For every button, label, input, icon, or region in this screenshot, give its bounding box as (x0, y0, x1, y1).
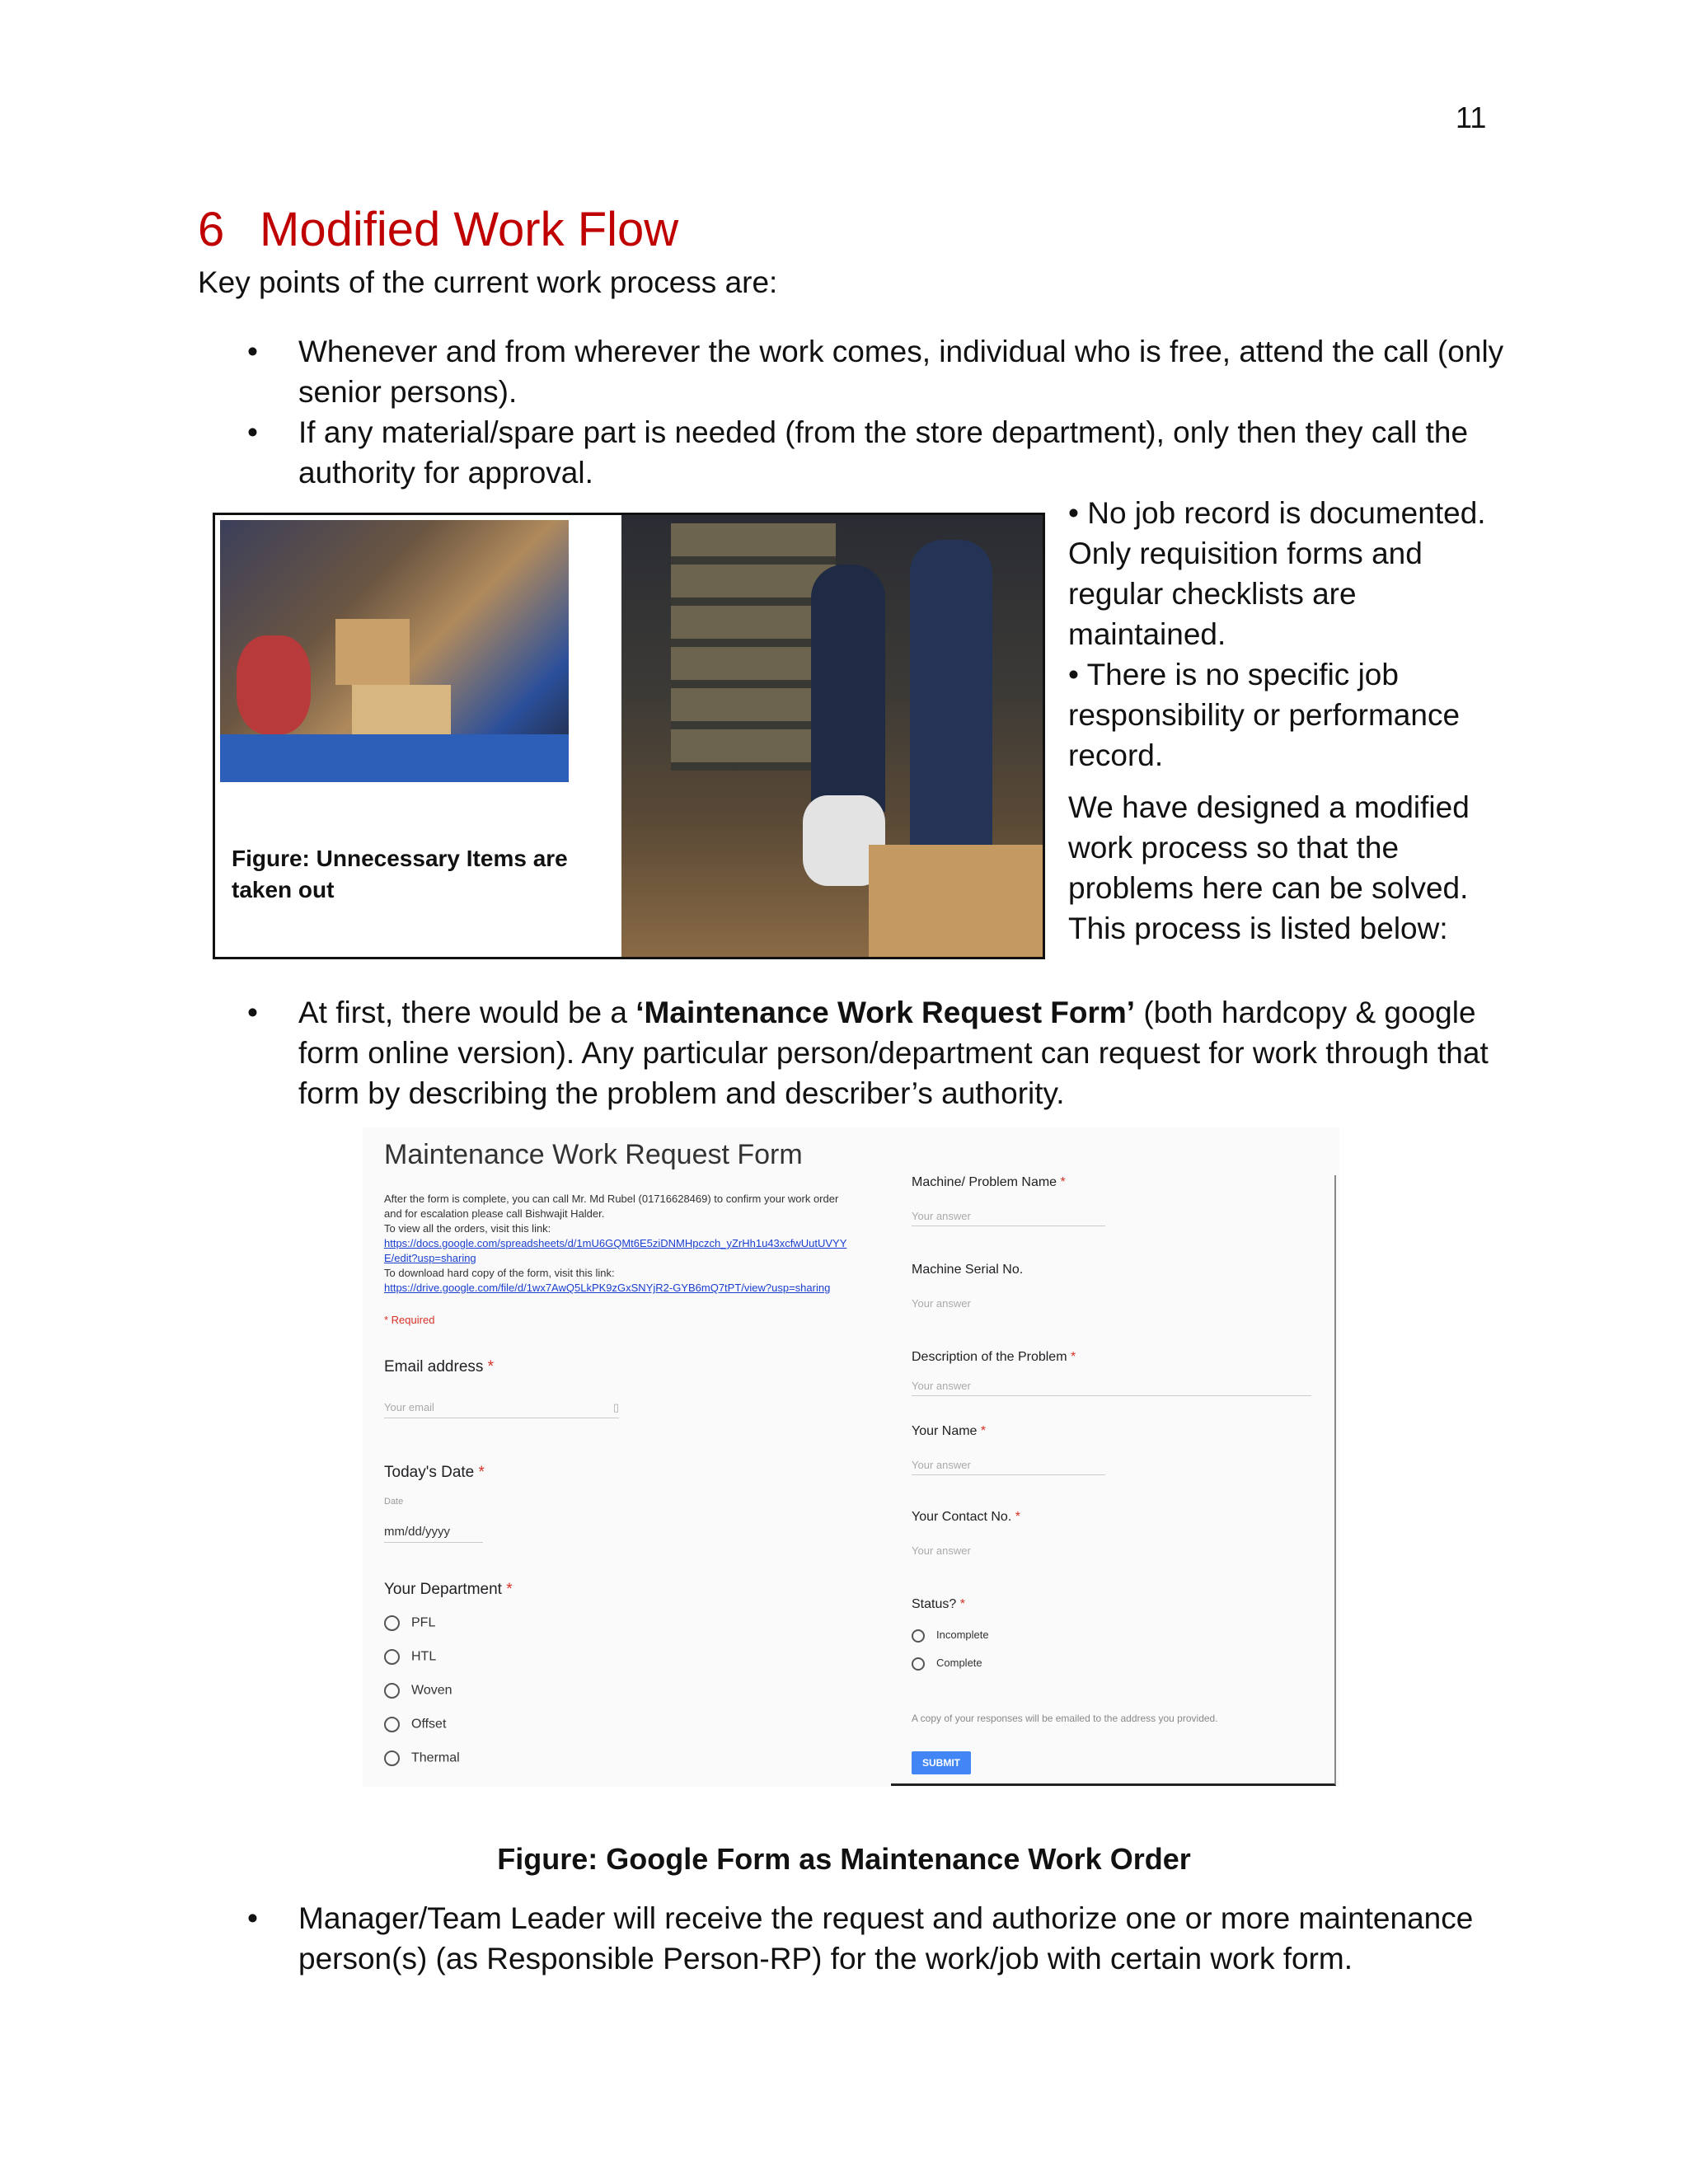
radio-option[interactable]: Offset (384, 1717, 446, 1732)
side-paragraph: We have designed a modified work process so that the problems here can be solved. This process is listed below: (1068, 790, 1470, 945)
download-link[interactable]: https://drive.google.com/file/d/1wx7AwQ5LkPK9zGxSNYjR2-GYB6mQ7tPT/view?usp=sharing (384, 1282, 831, 1294)
radio-icon (384, 1717, 400, 1732)
radio-icon (384, 1649, 400, 1665)
google-form-screenshot (363, 1127, 1339, 1787)
machine-label: Machine/ Problem Name * (912, 1175, 1066, 1189)
radio-option[interactable]: Incomplete (912, 1629, 989, 1643)
intro-text: Key points of the current work process are: (198, 265, 778, 299)
radio-option[interactable]: HTL (384, 1649, 436, 1665)
description-field[interactable]: Your answer (912, 1380, 1311, 1396)
field-icon: ▯ (612, 1401, 619, 1413)
description-label: Description of the Problem * (912, 1350, 1076, 1364)
section-number: 6 (198, 203, 225, 256)
bullet-item: • Whenever and from wherever the work comes, individual who is free, attend the call (only senior persons). (247, 331, 1535, 412)
figure-caption: Figure: Unnecessary Items are taken out (232, 846, 568, 902)
serial-field[interactable]: Your answer (912, 1297, 971, 1310)
figure-caption-form: Figure: Google Form as Maintenance Work Order (497, 1842, 1191, 1876)
radio-option[interactable]: Thermal (384, 1750, 460, 1766)
bullet-list-form (247, 992, 1535, 1113)
contact-label: Your Contact No. * (912, 1510, 1020, 1524)
side-text (1068, 493, 1497, 949)
serial-label: Machine Serial No. (912, 1263, 1024, 1277)
email-label: Email address * (384, 1358, 495, 1376)
bullet-list-top (247, 331, 1535, 493)
photo-workers-store (621, 515, 1043, 957)
page-number: 11 (1456, 101, 1487, 134)
form-description: After the form is complete, you can call Mr. Md Rubel (01716628469) to confirm your work order and for escalation please call Bishwajit Halder. To view all the orders, visit this link: https://docs.google.com/spreadsheets/d/1mU6GQMt6E5ziDNMHpczch_yZrHh1u43xcfwUutUVYY E/edit?usp=sharing To download hard copy of the form, visit this link: https://drive.google.com/file/d/1wx7AwQ5LkPK9zGxSNYjR2-GYB6mQ7tPT/view?usp=sharing (384, 1192, 870, 1296)
bullet-text: At first, there would be a (298, 996, 636, 1029)
orders-link-cont[interactable]: E/edit?usp=sharing (384, 1252, 476, 1264)
section-title: Modified Work Flow (260, 203, 679, 256)
photo-figure (213, 513, 1045, 959)
bullet-text: (both hardcopy & google form online version). Any particular person/department can request for work through that form by describing the problem and describer’s authority. (298, 996, 1489, 1110)
bullet-item: • If any material/spare part is needed (from the store department), only then they call the authority for approval. (247, 412, 1535, 493)
radio-icon (384, 1750, 400, 1766)
radio-icon (912, 1629, 925, 1643)
email-field[interactable]: Your email ▯ (384, 1401, 619, 1418)
bullet-item (247, 992, 1535, 1113)
side-bullet: • There is no specific job responsibility or performance record. (1068, 658, 1461, 772)
machine-field[interactable]: Your answer (912, 1210, 1105, 1226)
submit-button[interactable]: SUBMIT (912, 1751, 971, 1774)
copy-note: A copy of your responses will be emailed to the address you provided. (912, 1713, 1218, 1724)
form-name-bold: ‘Maintenance Work Request Form’ (635, 996, 1136, 1029)
radio-icon (912, 1657, 925, 1671)
date-label: Today's Date * (384, 1464, 485, 1481)
photo-unnecessary-items (220, 520, 569, 782)
bullet-item: • Manager/Team Leader will receive the request and authorize one or more maintenance person(s) (as Responsible Person-RP) for the work/job with certain work form. (247, 1898, 1535, 1979)
side-bullet: • No job record is documented. Only requisition forms and regular checklists are maintained. (1068, 496, 1486, 651)
required-note: * Required (384, 1314, 435, 1326)
radio-option[interactable]: Woven (384, 1683, 452, 1699)
section-heading (198, 202, 678, 257)
radio-icon (384, 1683, 400, 1699)
name-label: Your Name * (912, 1424, 987, 1438)
contact-field[interactable]: Your answer (912, 1544, 971, 1557)
department-label: Your Department * (384, 1581, 513, 1598)
orders-link[interactable]: https://docs.google.com/spreadsheets/d/1mU6GQMt6E5ziDNMHpczch_yZrHh1u43xcfwUutUVYY (384, 1237, 847, 1249)
radio-option[interactable]: Complete (912, 1657, 982, 1671)
radio-icon (384, 1615, 400, 1631)
bullet-list-bottom (247, 1898, 1535, 1979)
date-sublabel: Date (384, 1497, 404, 1507)
date-field[interactable]: mm/dd/yyyy (384, 1525, 483, 1543)
form-title: Maintenance Work Request Form (384, 1139, 803, 1170)
status-label: Status? * (912, 1597, 965, 1611)
name-field[interactable]: Your answer (912, 1459, 1105, 1475)
radio-option[interactable]: PFL (384, 1615, 435, 1631)
